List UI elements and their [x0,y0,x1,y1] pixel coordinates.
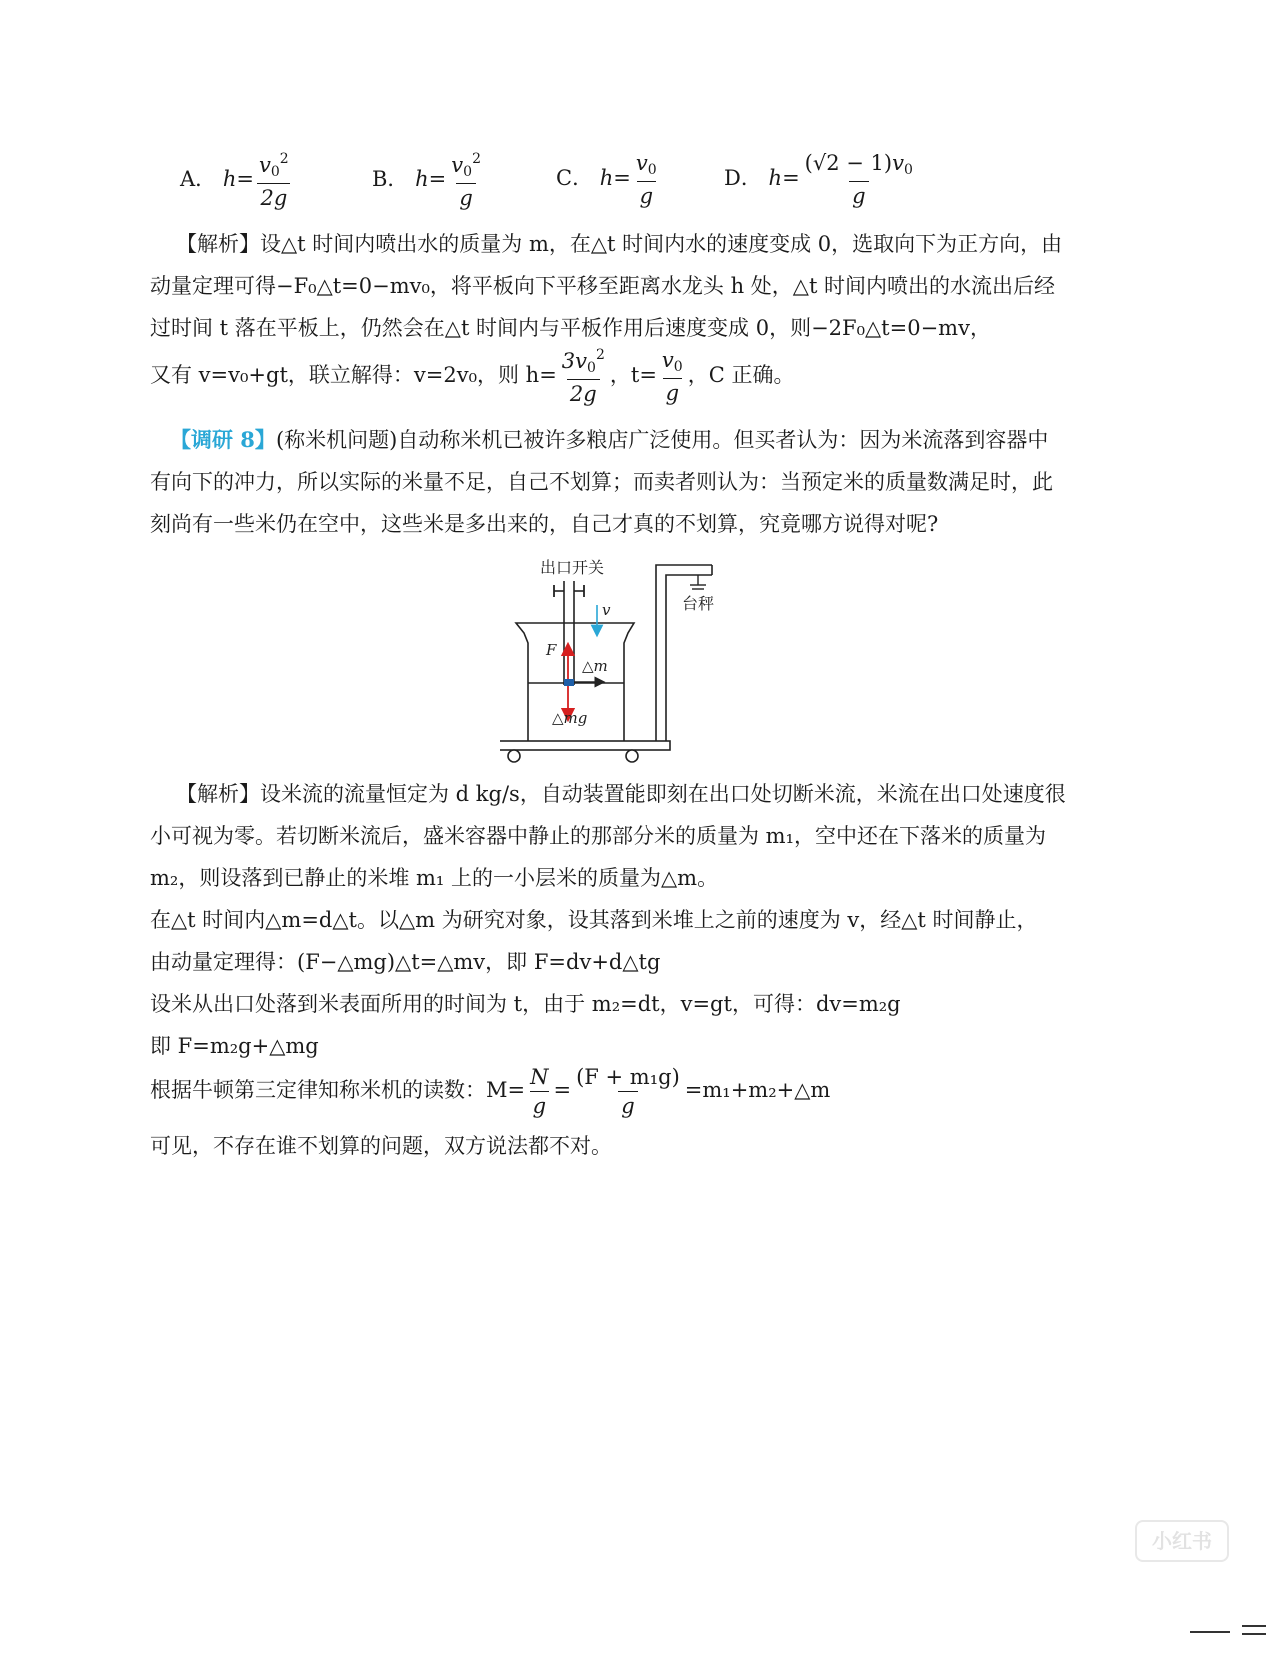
F-label: F [546,641,557,659]
dm-label: △m [582,657,608,675]
analysis2-line9: 可见，不存在谁不划算的问题，双方说法都不对。 [150,1134,612,1158]
option-c-fraction: $\frac{v_0}{g}$ [635,151,657,208]
switch-label: 出口开关 [540,560,605,577]
problem8-line2: 有向下的冲力，所以实际的米量不足，自己不划算；而卖者则认为：当预定米的质量数满足时，此 [150,470,1053,494]
F-plus-m1g-fraction: $\frac{\text{(F + m₁g)}}{g}$ [576,1065,680,1119]
rice-layer-dm [564,679,574,686]
analysis2-line4: 在△t 时间内△m=d△t。以△m 为研究对象，设其落到米堆上之前的速度为 v，经△t 时间静止， [150,908,1038,932]
analysis2-line8: 根据牛顿第三定律知称米机的读数：M= $\frac{N}{g}$ = $\frac{\text{(F + m₁g)}}{g}$ =m₁+m₂+△m [150,1065,831,1119]
scale-platform [500,741,670,750]
rice-scale-diagram [500,555,760,805]
option-b-fraction: $\frac{v_0^2}{g}$ [451,151,481,210]
pole-outer [656,565,715,741]
option-b: B． h= $\frac{v_0^2}{g}$ [372,152,486,209]
analysis1-line4: 又有 v=v₀+gt，联立解得：v=2v₀，则 h= $\frac{3v_0^2}{2g}$ ，t= $\frac{v_0}{g}$ ，C 正确。 [150,347,795,406]
dmg-label: △mg [552,709,588,727]
watermark-logo: 小红书 [1135,1520,1229,1562]
scale-label: 台秤 [682,596,715,613]
analysis1-line2: 动量定理可得−F₀△t=0−mv₀，将平板向下平移至距离水龙头 h 处，△t 时间内喷出的水流出后经 [150,274,1056,298]
option-c: C． h= $\frac{v_0}{g}$ [556,152,662,207]
analysis1-line3: 过时间 t 落在平板上，仍然会在△t 时间内与平板作用后速度变成 0，则−2F₀△t=0−mv， [150,316,991,340]
problem8-tag: 【调研 8】 [170,427,276,452]
analysis2-line1: 【解析】设米流的流量恒定为 d kg/s，自动装置能即刻在出口处切断米流，米流在出口处速度很 [176,782,1066,806]
analysis1-line1: 【解析】设△t 时间内喷出水的质量为 m，在△t 时间内水的速度变成 0，选取向下为正方向，由 [176,232,1063,256]
N-over-g-fraction: $\frac{N}{g}$ [530,1065,549,1119]
v-label: v [602,601,611,619]
analysis2-line3: m₂，则设落到已静止的米堆 m₁ 上的一小层米的质量为△m。 [150,866,719,890]
wheel-left [508,750,520,762]
option-d-fraction: $\frac{(√2 - 1)v_0}{g}$ [804,151,913,208]
problem8-line1: 【调研 8】(称米机问题)自动称米机已被许多粮店广泛使用。但买者认为：因为米流落到容器中 [150,424,1048,454]
analysis2-line6: 设米从出口处落到米表面所用的时间为 t，由于 m₂=dt，v=gt，可得：dv=m₂g [150,992,901,1016]
option-a-fraction: $\frac{v_0^2}{2g}$ [259,151,289,210]
t-fraction: $\frac{v_0}{g}$ [661,348,683,405]
option-d: D． h= $\frac{(√2 - 1)v_0}{g}$ [724,152,918,207]
wheel-right [626,750,638,762]
problem8-line3: 刻尚有一些米仍在空中，这些米是多出来的，自己才真的不划算，究竟哪方说得对呢? [150,512,939,536]
option-a: A． h= $\frac{v_0^2}{2g}$ [180,152,294,209]
analysis2-line2: 小可视为零。若切断米流后，盛米容器中静止的那部分米的质量为 m₁，空中还在下落米的质量为 [150,824,1047,848]
analysis2-line5: 由动量定理得：(F−△mg)△t=△mv，即 F=dv+d△tg [150,950,661,974]
h-fraction: $\frac{3v_0^2}{2g}$ [561,347,605,406]
analysis2-line7: 即 F=m₂g+△mg [150,1034,319,1058]
corner-mark-icon [1190,1620,1270,1640]
